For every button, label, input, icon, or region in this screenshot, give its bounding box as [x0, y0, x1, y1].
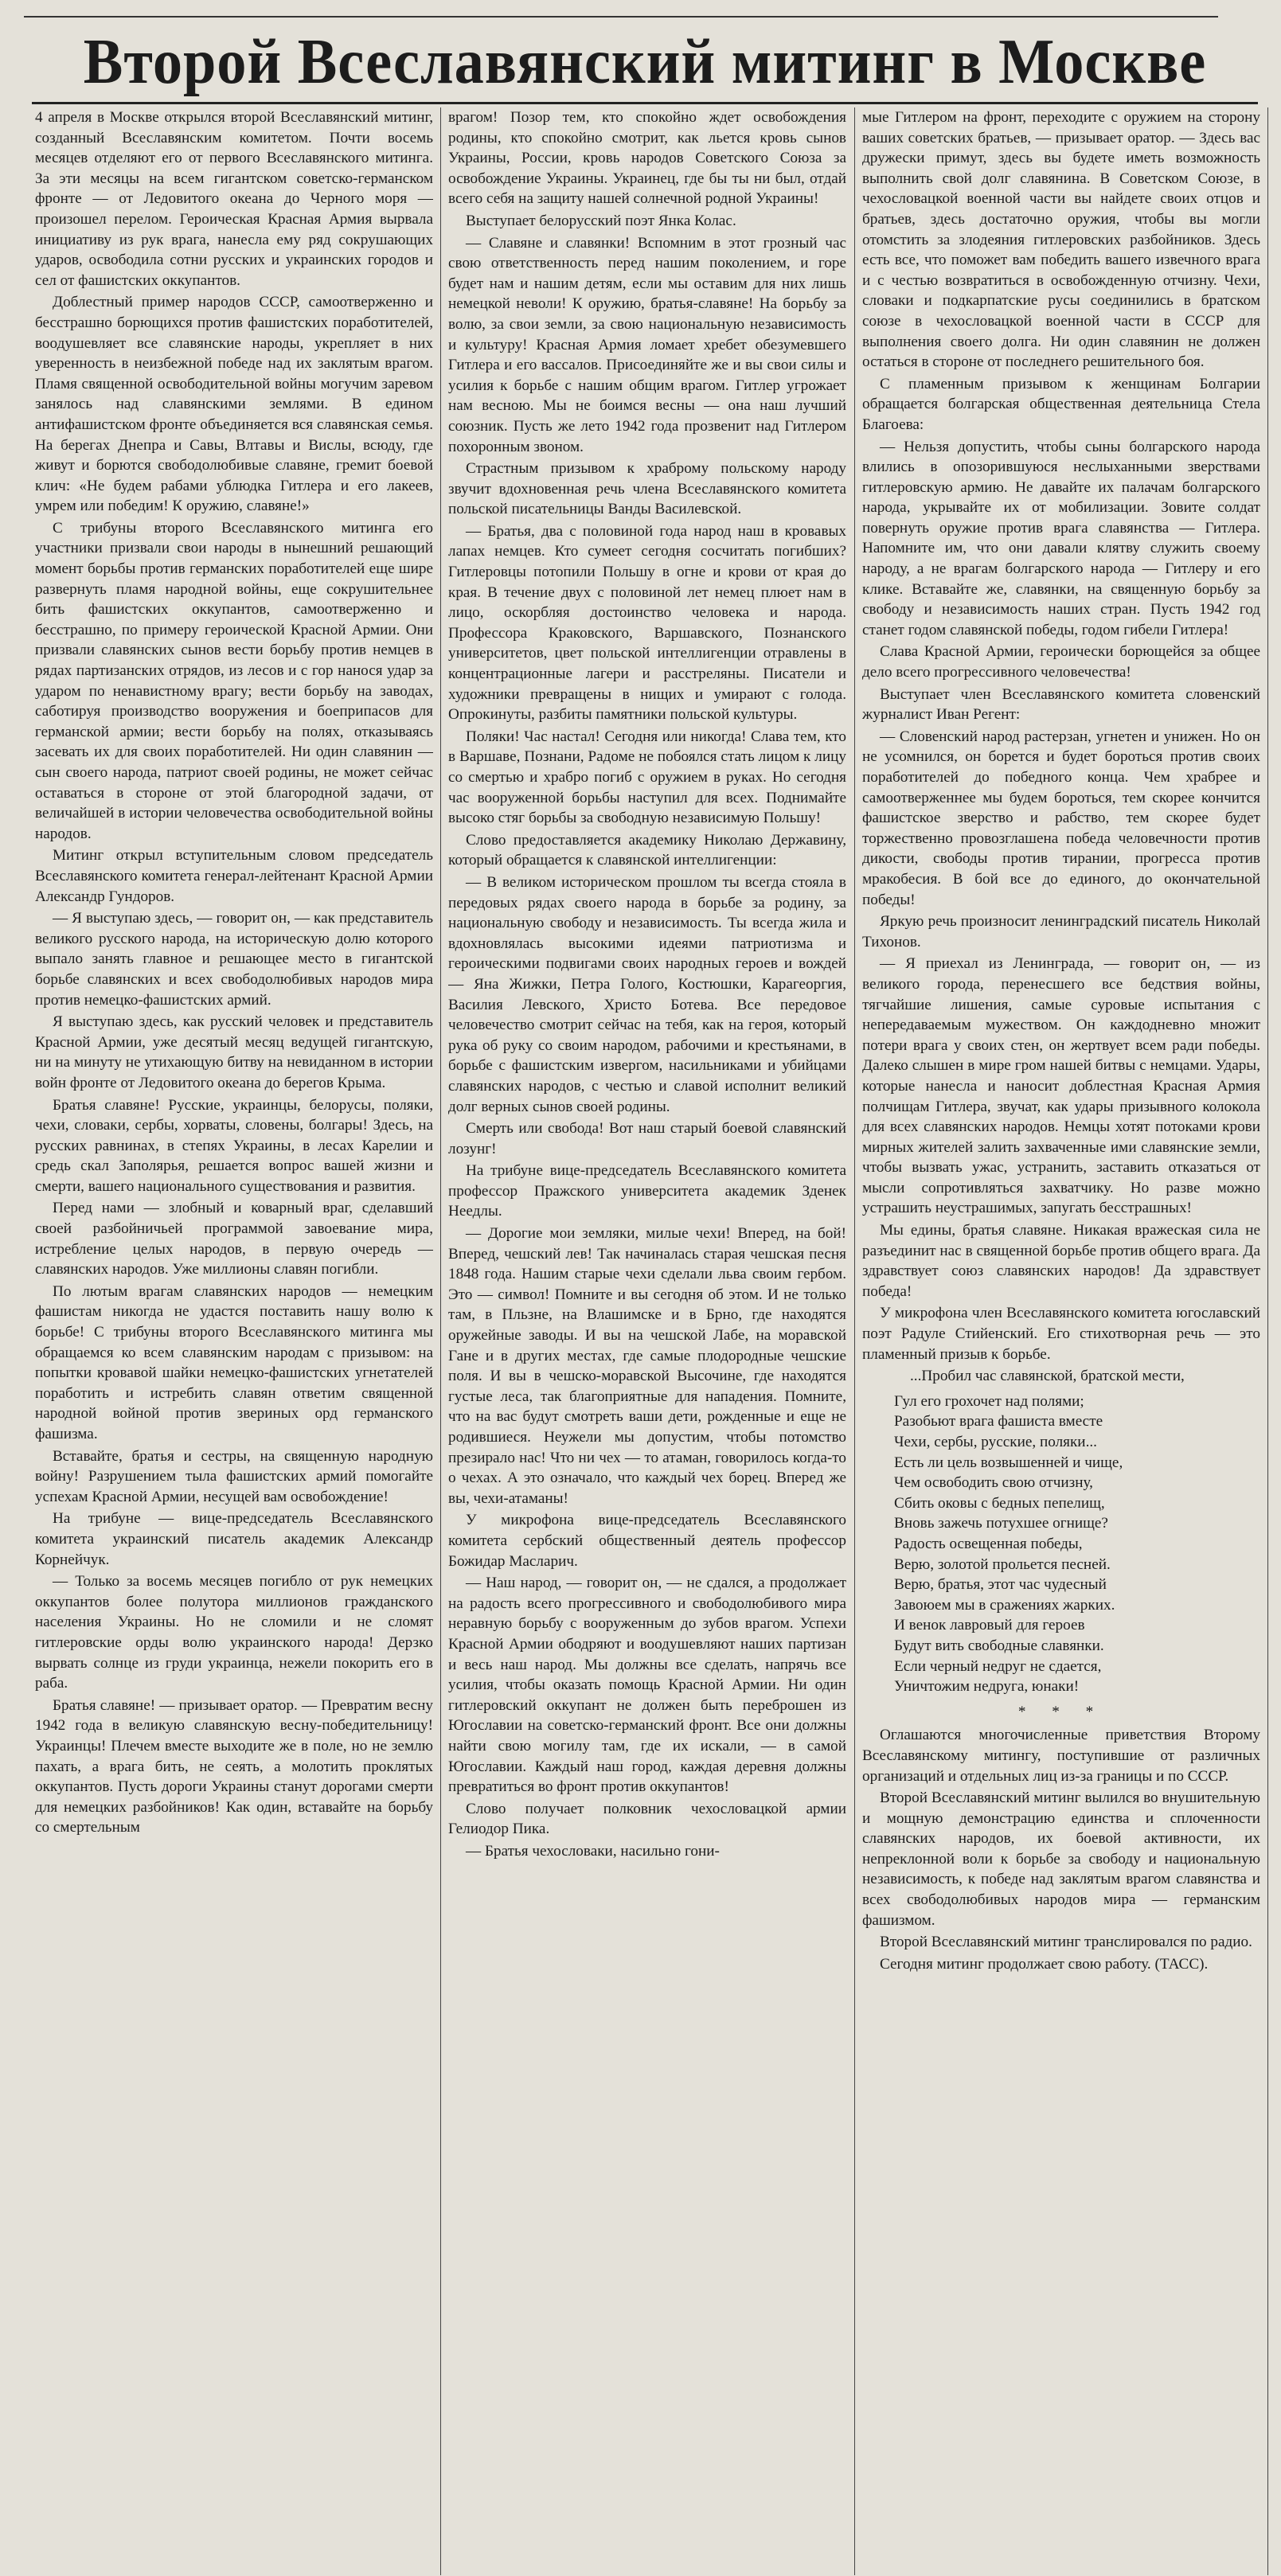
poem-line: Верю, братья, этот час чудесный	[894, 1576, 1107, 1594]
headline: Второй Всеславянский митинг в Москве	[83, 27, 1207, 97]
headline-rule	[32, 102, 1258, 104]
paragraph: — Я приехал из Ленинграда, — говорит он, — из великого города, перенесшего все бедствия войны, тягчайшие лишения, самые суровые испытания с непередаваемым мужеством. Он каждодневно множит потери врага у своих стен, он жертвует всем ради победы. Далеко слышен в мире гром нашей битвы с немцами. Удары, которые нанесла и наносит доблестная Красная Армия полчищам Гитлера, звучат, как удары призывного колокола для всех славянских народов. Немцы хотят потоками крови мирных жителей залить захваченные ими славянские земли, чтобы вызвать ужас, устранить, заставить отказаться от мысли сопротивляться захватчику. Но разве можно устрашить неустрашимых, запугать бесстрашных!	[862, 955, 1260, 1217]
poem-line: Уничтожим недруга, юнаки!	[894, 1678, 1080, 1696]
paragraph: Слава Красной Армии, героически борющейся за общее дело всего прогрессивного человечества!	[862, 643, 1260, 681]
column-divider	[854, 107, 855, 2575]
adjacent-column-edge	[1272, 107, 1281, 2575]
paragraph: По лютым врагам славянских народов — немецким фашистам никогда не удастся поставить нашу волю к борьбе! С трибуны второго Всеславянского митинга мы обращаемся ко всем славянским народам с призывом: на попытки кровавой шайки немецко-фашистских угнетателей поработить и истребить славян ответим священной народной войной против звериных орд германского фашизма.	[35, 1282, 433, 1442]
paragraph: мые Гитлером на фронт, переходите с оружием на сторону ваших советских братьев, — призывает оратор. — Здесь вас дружески примут, здесь вы будете иметь возможность выполнить свой долг славянина. В Советском Союзе, в чехословацкой военной части вы найдете своих отцов и братьев, здесь достаточно оружия, чтобы вы могли отомстить за злодеяния гитлеровских разбойников. Здесь есть все, что поможет вам победить вашего извечного врага и с честью возвратиться в освобожденную отчизну. Чехи, словаки и подкарпатские русы соединились в братском союзе в чехословацкой военной части в СССР для выполнения своего долга. Ни один славянин не должен остаться в стороне от последнего решительного боя.	[862, 109, 1260, 371]
paragraph: Слово получает полковник чехословацкой армии Гелиодор Пика.	[448, 1800, 846, 1838]
paragraph: — Братья, два с половиной года народ наш в кровавых лапах немцев. Кто сумеет сегодня сосчитать погибших? Гитлеровцы потопили Польшу в огне и крови от края до края. В течение двух с половиной лет немец плюет нам в лицо, оскорбляя достоинство человека и народа. Профессора Краковского, Варшавского, Познанского университетов, цвет польской интеллигенции отравлены в концентрационные лагери и расстреляны. Писатели и художники превращены в нищих и умирают с голода. Опрокинуты, разбиты памятники польской культуры.	[448, 522, 846, 724]
paragraph: — Дорогие мои земляки, милые чехи! Вперед, на бой! Вперед, чешский лев! Так начиналась старая чешская песня 1848 года. Нашим старые чехи сделали льва своим гербом. Это — символ! Помните и вы сегодня об этом. И не только там, в Пльзне, на Влашимске и в Брно, где находятся оружейные заводы. И вы на чешской Лабе, на моравской Гане и в других местах, где самые плодородные чешские поля. И вы в чешско-моравской Высочине, где находятся густые леса, так благоприятные для нападения. Помните, что на вас будут смотреть ваши дети, рожденные и еще не родившиеся. Неужели мы допустим, чтобы потомство презирало нас! Что ни чех — то атаман, говорилось когда-то о чехах. А это означало, что каждый чех борец. Вперед же вы, чехи-атаманы!	[448, 1225, 846, 1507]
paragraph: Выступает член Всеславянского комитета словенский журналист Иван Регент:	[862, 685, 1260, 724]
paragraph: — Наш народ, — говорит он, — не сдался, а продолжает на радость всего прогрессивного и свободолюбивого мира неравную борьбу с вооруженным до зубов врагом. Успехи Красной Армии ободряют и воодушевляют наших партизан и весь наш народ. Мы должны все сделать, напрячь все усилия, чтобы оказать помощь Красной Армии. Ни один гитлеровский оккупант не должен быть переброшен из Югославии на советско-германский фронт. Все они должны найти свою могилу там, где их искали, — в самой Югославии. Каждый наш город, каждая деревня должны превратиться во фронт против оккупантов!	[448, 1575, 846, 1796]
article-column-2	[448, 107, 846, 2575]
article-column-1	[35, 107, 433, 2575]
column-divider	[1267, 107, 1268, 2575]
paragraph: На трибуне — вице-председатель Всеславянского комитета украинский писатель академик Александр Корнейчук.	[35, 1510, 433, 1568]
paragraph: — Братья чехословаки, насильно гони-	[466, 1842, 720, 1860]
column-divider	[440, 107, 441, 2575]
paragraph: У микрофона член Всеславянского комитета югославский поэт Радуле Стийенский. Его стихотворная речь — это пламенный призыв к борьбе.	[862, 1305, 1260, 1363]
paragraph: Смерть или свобода! Вот наш старый боевой славянский лозунг!	[448, 1120, 846, 1157]
paragraph: Братья славяне! Русские, украинцы, белорусы, поляки, чехи, словаки, сербы, хорваты, словены, болгары! Здесь, на русских равнинах, в степях Украины, в лесах Карелии и средь скал Заполярья, решается вопрос вашей жизни и смерти, вашего национального существования и развития.	[35, 1096, 433, 1195]
article-column-3	[862, 107, 1260, 2575]
paragraph: — Я выступаю здесь, — говорит он, — как представитель великого русского народа, на историческую долю которого выпало занять главное и решающее место в гигантской борьбе славянских и всех свободолюбивых народов мира против немецко-фашистских армий.	[35, 910, 433, 1009]
paragraph: С пламенным призывом к женщинам Болгарии обращается болгарская общественная деятельница Стела Благоева:	[862, 375, 1260, 433]
paragraph: Я выступаю здесь, как русский человек и представитель Красной Армии, уже десятый месяц ведущей гигантскую, ни на минуту не утихающую битву на невиданном в истории войн фронте от Ледовитого океана до берегов Крыма.	[35, 1013, 433, 1091]
paragraph: Второй Всеславянский митинг вылился во внушительную и мощную демонстрацию единства и сплоченности славянских народов, их боевой активности, их непреклонной воли к борьбе за свободу и национальную независимость, к победе над заклятым врагом славянства и всех свободолюбивых народов мира — германским фашизмом.	[862, 1790, 1260, 1929]
paragraph: — Словенский народ растерзан, угнетен и унижен. Но он не усомнился, он борется и будет бороться против своих поработителей до победного конца. Чем храбрее и самоотверженнее мы будем бороться, тем скорее кончится фашистское зверство и рабство, тем скорее будет торжественно провозглашена победа человечности против дикости, свободы против тирании, прогресса против мракобесия. В бой все до единого, до окончательной победы!	[862, 728, 1260, 908]
paragraph: Вставайте, братья и сестры, на священную народную войну! Разрушением тыла фашистских армий помогайте успехам Красной Армии, несущей вам освобождение!	[35, 1447, 433, 1505]
poem-line: Верю, золотой прольется песней.	[894, 1555, 1111, 1573]
paragraph: С трибуны второго Всеславянского митинга его участники призвали свои народы в нынешний решающий момент борьбы против германских поработителей еще шире развернуть пламя народной войны, еще сокрушительнее бить фашистских оккупантов, самоотверженно и бесстрашно, по примеру героической Красной Армии. Они призвали славянских сынов вести борьбу против немцев в рядах партизанских отрядов, из лесов и с гор нанося удар за ударом по ненавистному врагу; вести борьбу на заводах, саботируя производство вооружения и боеприпасов для германской армии; вести борьбу на полях, отказываясь засевать их для своих поработителей. Ни один славянин — сын своего народа, патриот своей родины, не может сейчас оставаться в стороне от этой благородной задачи, от величайшей в истории человечества освободительной войны народов.	[35, 519, 433, 842]
poem-line: И венок лавровый для героев	[894, 1617, 1085, 1634]
paragraph: — Только за восемь месяцев погибло от рук немецких оккупантов более полутора миллионов гражданского населения Украины. Но не сломили и не сломят гитлеровские орды волю украинского народа! Дерзко вырвать солнце из груди украинца, нежели покорить его в раба.	[35, 1573, 433, 1692]
poem-line: Радость освещенная победы,	[894, 1535, 1083, 1552]
paragraph: Поляки! Час настал! Сегодня или никогда! Слава тем, кто в Варшаве, Познани, Радоме не побоялся стать лицом к лицу со смертью и храбро погиб с оружием в руках. Но сегодня час вооруженной борьбы наступил для всех. Поднимайте высоко стяг борьбы за свободную независимую Польшу!	[448, 728, 846, 827]
paragraph: врагом! Позор тем, кто спокойно ждет освобождения родины, кто спокойно смотрит, как льется кровь сынов Украины, России, кровь народов Советского Союза за освобождение Украины. Украинец, где бы ты ни был, отдай всего себя на защиту нашей солнечной родной Украины!	[448, 109, 846, 208]
paragraph: Оглашаются многочисленные приветствия Второму Всеславянскому митингу, поступившие от различных организаций и отдельных лиц из-за границы и по СССР.	[862, 1727, 1260, 1785]
poem-line: Будут вить свободные славянки.	[894, 1637, 1104, 1654]
poem-line: Разобьют врага фашиста вместе	[894, 1413, 1103, 1430]
paragraph: — Славяне и славянки! Вспомним в этот грозный час свою ответственность перед нашим поколением, и горе будет нам и нашим детям, если мы оставим для них лишь немецкой неволи! К оружию, братья-славяне! На борьбу за волю, за свои земли, за свою национальную независимость и культуру! Красная Армия ломает хребет обезумевшего Гитлера и его вассалов. Присоединяйте же и вы свои силы и усилия к борьбе с нашим общим врагом. Гитлер угрожает нам весною. Мы не боимся весны — она наш лучший союзник. Пусть же лето 1942 года прозвенит над Гитлером похоронным звоном.	[448, 234, 846, 455]
paragraph: Слово предоставляется академику Николаю Державину, который обращается к славянской интеллигенции:	[448, 831, 846, 869]
poem-line: Завоюем мы в сражениях жарких.	[894, 1596, 1115, 1614]
poem-opening-line: ...Пробил час славянской, братской мести,	[910, 1368, 1185, 1385]
section-separator: * * *	[1017, 1703, 1105, 1720]
paragraph: Мы едины, братья славяне. Никакая вражеская сила не разъединит нас в священной борьбе против общего врага. Да здравствует союз славянских народов! Да здравствует победа!	[862, 1222, 1260, 1300]
paragraph: Выступает белорусский поэт Янка Колас.	[466, 212, 736, 229]
top-edge-strip	[24, 0, 1218, 18]
paragraph: Страстным призывом к храброму польскому народу звучит вдохновенная речь члена Всеславянского комитета польской писательницы Ванды Василевской.	[448, 460, 846, 518]
poem-line: Гул его грохочет над полями;	[894, 1392, 1084, 1410]
paragraph: Братья славяне! — призывает оратор. — Превратим весну 1942 года в великую славянскую весну-победительницу! Украинцы! Плечем вместе выходите же в поле, но не землю пахать, а врага бить, не сеять, а молотить проклятых оккупантов. Пусть дороги Украины станут дорогами смерти для немецких разбойников! Как один, вставайте на борьбу со смертельным	[35, 1696, 433, 1836]
poem-line: Чем освободить свою отчизну,	[894, 1474, 1093, 1492]
paragraph: Перед нами — злобный и коварный враг, сделавший своей разбойничьей программой завоевание мира, истребление целых народов, в первую очередь — славянских народов. Уже миллионы славян погибли.	[35, 1200, 433, 1278]
paragraph: Митинг открыл вступительным словом председатель Всеславянского комитета генерал-лейтенант Красной Армии Александр Гундоров.	[35, 847, 433, 905]
paragraph: — В великом историческом прошлом ты всегда стояла в передовых рядах своего народа в борьбе за родину, за национальную свободу и независимость. Ты всегда жила и вдохновлялась высокими идеями патриотизма и героическими подвигами своих народных героев и вождей — Яна Жижки, Петра Голого, Костюшки, Карагеоргия, Василия Левского, Христо Ботева. Все передовое человечество смотрит сейчас на тебя, как на героя, который рука об руку со своим народом, рабочими и крестьянами, в борьбе с фашистским извергом, насильниками и убийцами славянских народов, с честью и славой исполнит великий долг верных сынов своей родины.	[448, 873, 846, 1115]
paragraph: У микрофона вице-председатель Всеславянского комитета сербский общественный деятель профессор Божидар Масларич.	[448, 1512, 846, 1570]
paragraph: Второй Всеславянский митинг транслировался по радио.	[880, 1934, 1252, 1951]
paragraph: — Нельзя допустить, чтобы сыны болгарского народа влились в опозорившуюся неслыханными зверствами гитлеровскую армию. Не давайте их палачам болгарского народа, укрывайте их от мобилизации. Зовите солдат повернуть оружие против врага славянства — Гитлера. Напомните им, что они давали клятву служить своему народу, а не врагам болгарского народа — Гитлеру и его клике. Вставайте же, славянки, на священную борьбу за свободу и независимость наших стран. Пусть 1942 год станет годом славянской победы, годом гибели Гитлера!	[862, 438, 1260, 638]
paragraph: 4 апреля в Москве открылся второй Всеславянский митинг, созданный Всеславянским комитетом. Почти восемь месяцев отделяют его от первого Всеславянского митинга. За эти месяцы на всем гигантском советско-германском фронте — от Ледовитого океана до Черного моря — произошел перелом. Героическая Красная Армия вырвала инициативу из рук врага, нанесла ему ряд сокрушающих ударов, освободила сотни русских и украинских городов и сел от фашистских оккупантов.	[35, 109, 433, 289]
poem-line: Сбить оковы с бедных пепелищ,	[894, 1494, 1105, 1512]
paragraph: На трибуне вице-председатель Всеславянского комитета профессор Пражского университета академик Зденек Неедлы.	[448, 1162, 846, 1220]
poem-line: Вновь зажечь потухшее огнище?	[894, 1515, 1108, 1532]
paragraph: Сегодня митинг продолжает свою работу. (ТАСС).	[880, 1955, 1209, 1973]
poem-line: Чехи, сербы, русские, поляки...	[894, 1434, 1097, 1450]
poem-line: Если черный недруг не сдается,	[894, 1657, 1102, 1675]
paragraph: Яркую речь произносит ленинградский писатель Николай Тихонов.	[862, 913, 1260, 950]
poem	[894, 1391, 1260, 1697]
paragraph: Доблестный пример народов СССР, самоотверженно и бесстрашно борющихся против фашистских поработителей, воодушевляет все славянские народы, укрепляет в них уверенность в неизбежной победе над их заклятым врагом. Пламя священной освободительной войны могучим заревом занялось над славянскими землями. В едином антифашистском фронте объединяется вся славянская семья. На берегах Днепра и Савы, Влтавы и Вислы, всюду, где живут и борются свободолюбивые славяне, гремит боевой клич: «Не будем рабами ублюдка Гитлера и его лакеев, умрем или победим! К оружию, славяне!»	[35, 294, 433, 515]
poem-line: Есть ли цель возвышенней и чище,	[894, 1454, 1123, 1471]
